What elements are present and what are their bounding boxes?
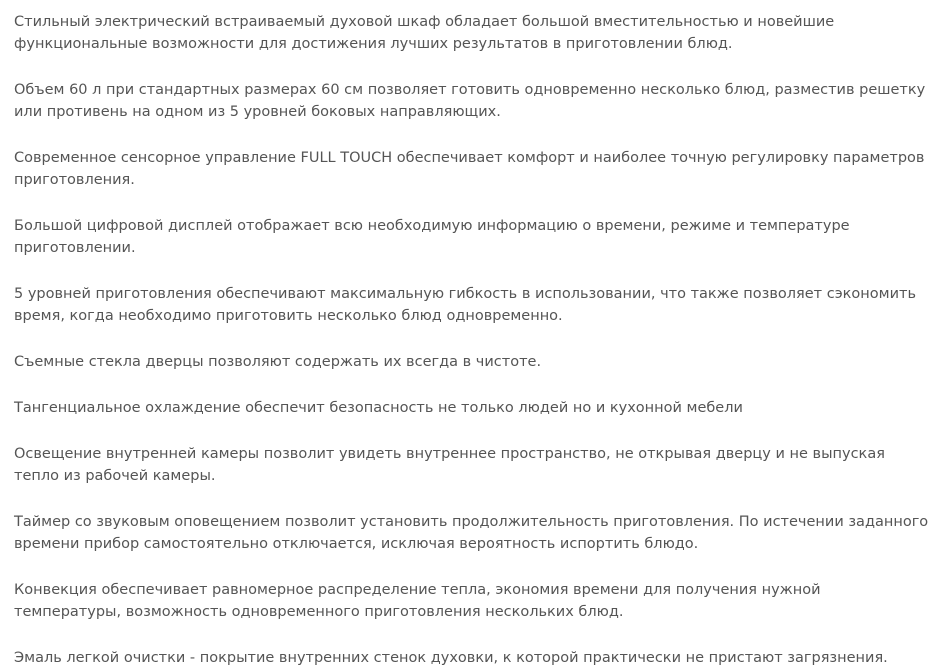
description-paragraph-display: Большой цифровой дисплей отображает всю необходимую информацию о времени, режиме и температуре приготовлении. <box>14 218 850 256</box>
description-paragraph-door-glass: Съемные стекла дверцы позволяют содержать их всегда в чистоте. <box>14 354 542 370</box>
description-paragraph-timer: Таймер со звуковым оповещением позволит установить продолжительность приготовления. По истечении заданного времени прибор самостоятельно отключается, исключая вероятность испортить блюдо. <box>14 514 929 552</box>
description-paragraph-cooling: Тангенциальное охлаждение обеспечит безопасность не только людей но и кухонной мебели <box>14 400 743 416</box>
description-paragraph-levels: 5 уровней приготовления обеспечивают максимальную гибкость в использовании, что также позволяет сэкономить время, когда необходимо приготовить несколько блюд одновременно. <box>14 286 916 324</box>
description-paragraph-lighting: Освещение внутренней камеры позволит увидеть внутреннее пространство, не открывая дверцу и не выпуская тепло из рабочей камеры. <box>14 446 885 484</box>
description-paragraph-enamel: Эмаль легкой очистки - покрытие внутренних стенок духовки, к которой практически не пристают загрязнения. <box>14 650 888 666</box>
description-paragraph-intro: Стильный электрический встраиваемый духовой шкаф обладает большой вместительностью и новейшие функциональные возможности для достижения лучших результатов в приготовлении блюд. <box>14 14 835 52</box>
description-paragraph-convection: Конвекция обеспечивает равномерное распределение тепла, экономия времени для получения нужной температуры, возможность одновременного приготовления нескольких блюд. <box>14 582 821 620</box>
description-paragraph-volume: Объем 60 л при стандартных размерах 60 см позволяет готовить одновременно несколько блюд, разместив решетку или противень на одном из 5 уровней боковых направляющих. <box>14 82 926 120</box>
description-paragraph-touch-control: Современное сенсорное управление FULL TOUCH обеспечивает комфорт и наиболее точную регулировку параметров приготовления. <box>14 150 925 188</box>
